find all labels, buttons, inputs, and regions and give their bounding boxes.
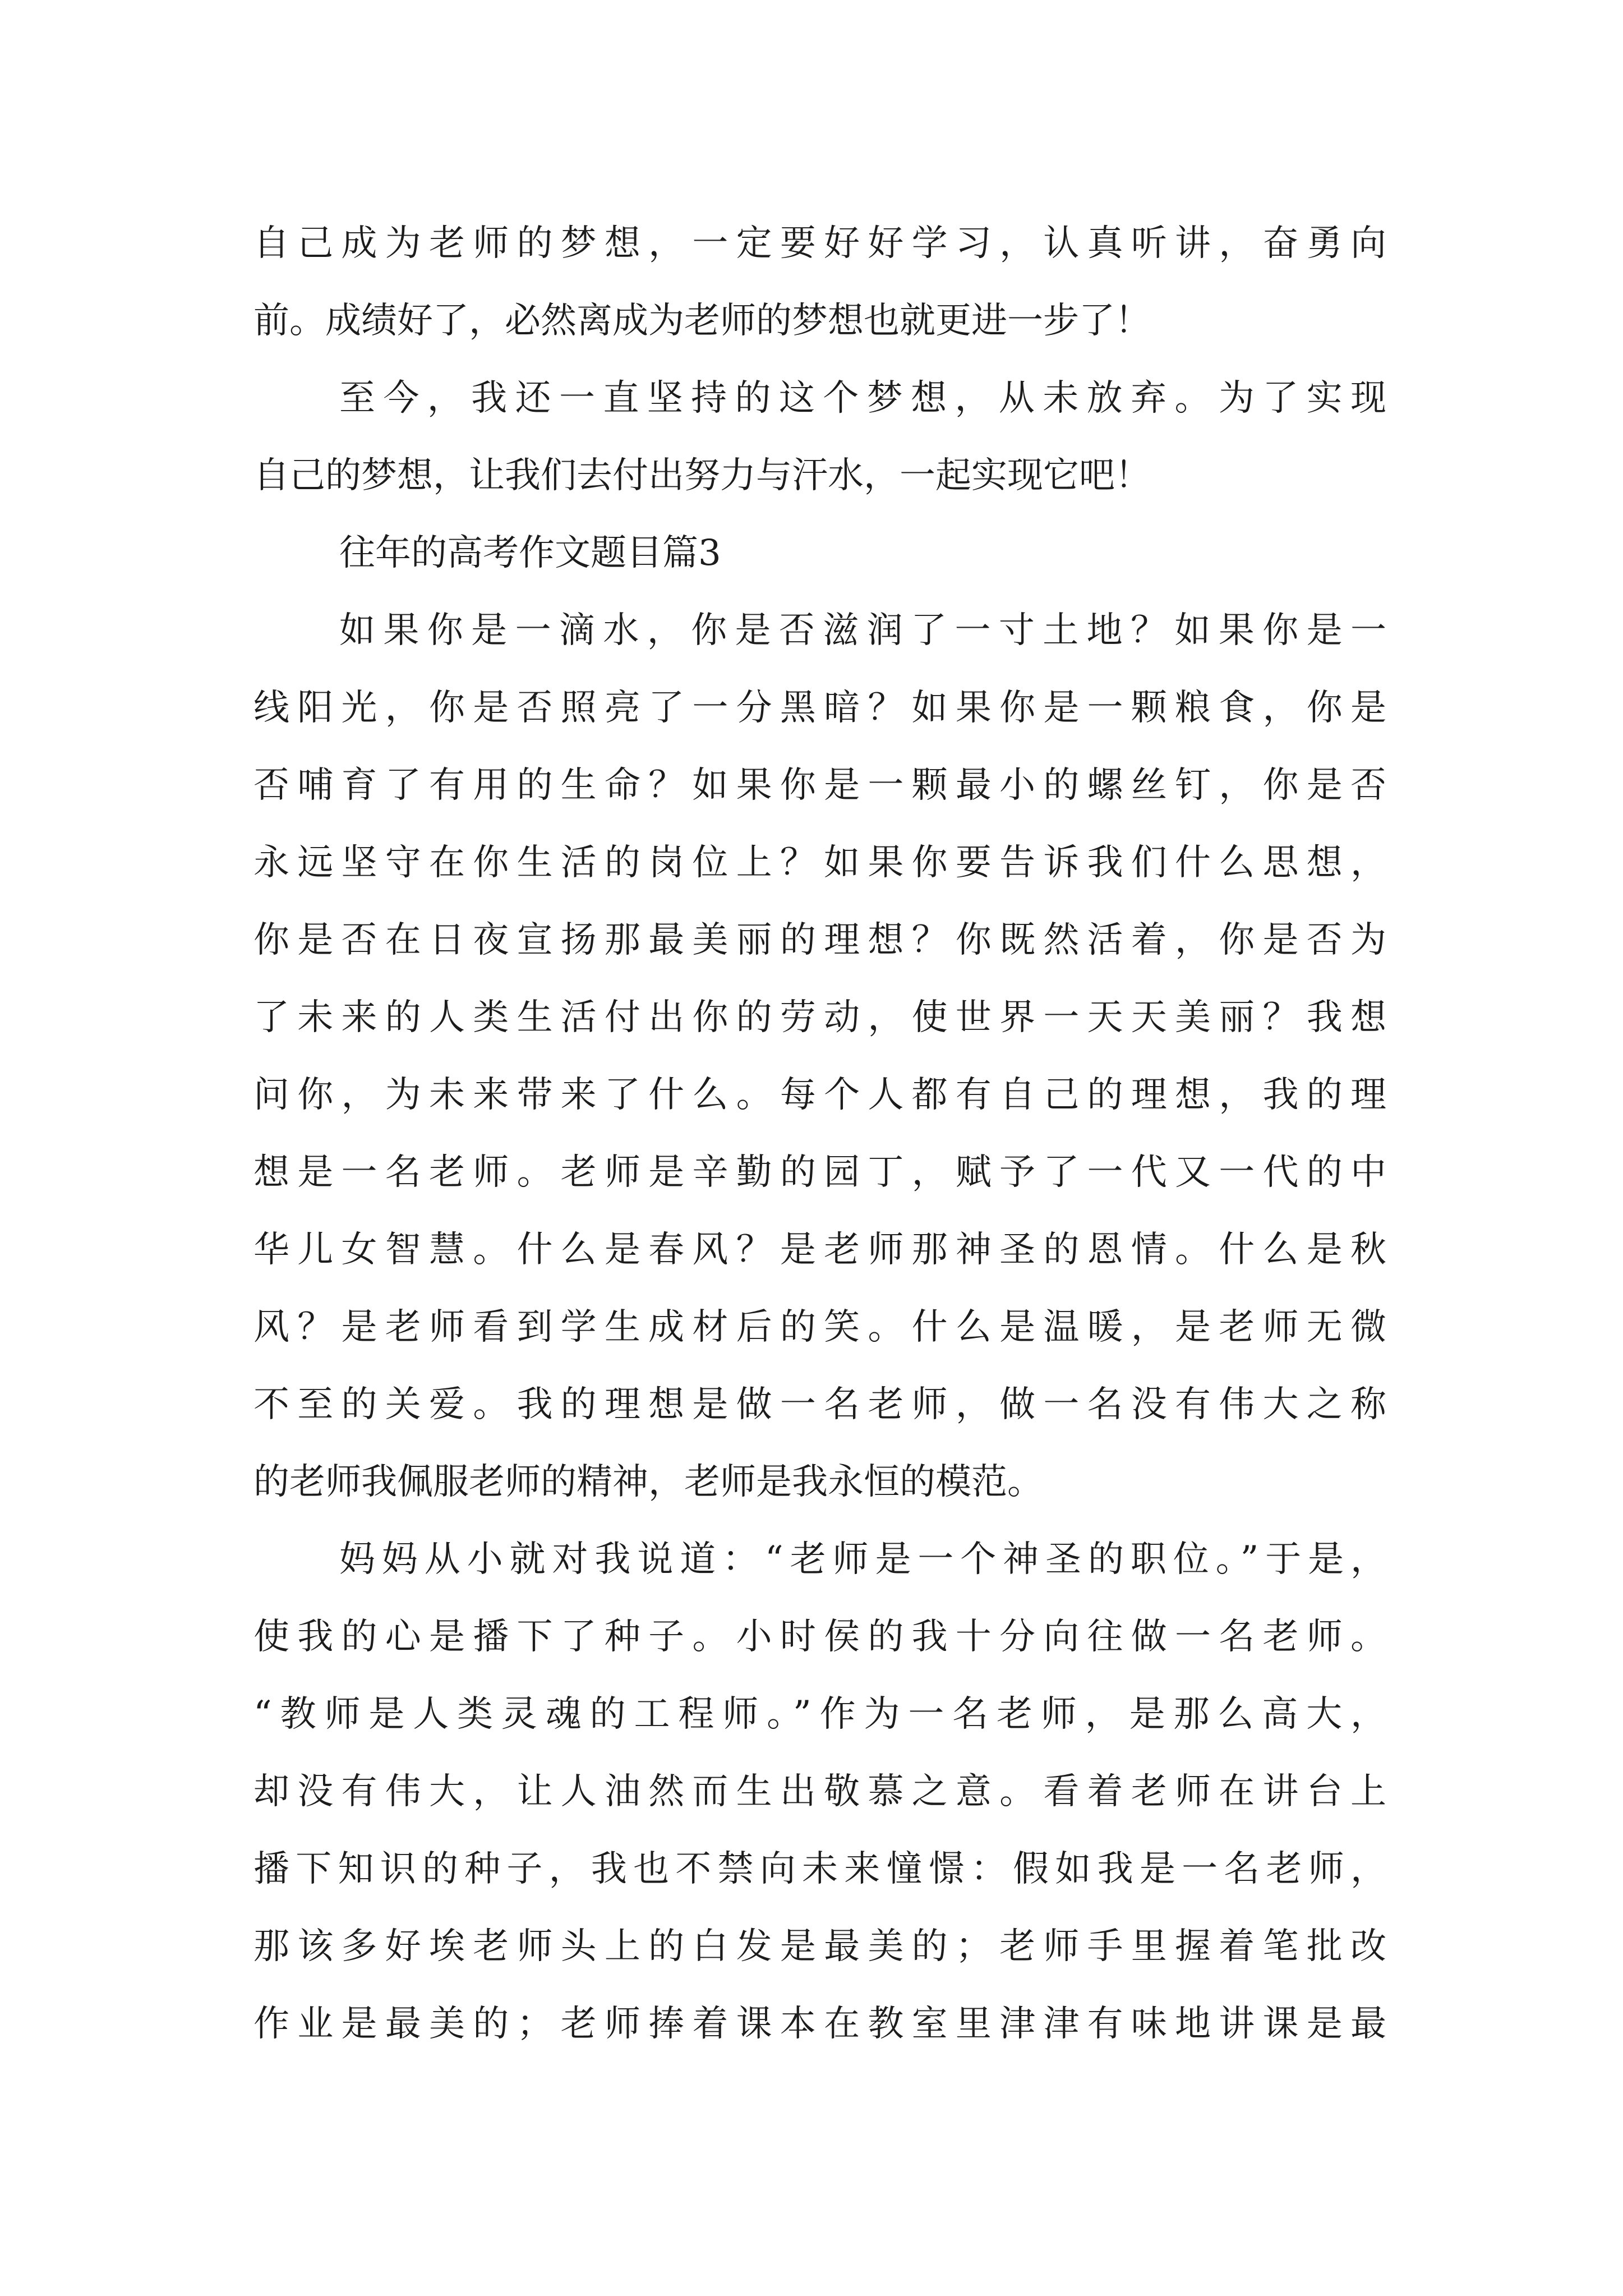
paragraph-continued — [253, 205, 1386, 360]
text-line: 如果你是一滴水，你是否滋润了一寸土地？如果你是一 — [339, 610, 1386, 651]
text-line: 自己的梦想，让我们去付出努力与汗水，一起实现它吧！ — [253, 455, 1151, 496]
text-line: 的老师我佩服老师的精神，老师是我永恒的模范。 — [253, 1461, 1043, 1503]
text-line: 你是否在日夜宣扬那最美丽的理想？你既然活着，你是否为 — [253, 919, 1386, 961]
text-line: 风？是老师看到学生成材后的笑。什么是温暖，是老师无微 — [253, 1306, 1386, 1348]
text-line: 了未来的人类生活付出你的劳动，使世界一天天美丽？我想 — [253, 997, 1386, 1038]
text-line: 自己成为老师的梦想，一定要好好学习，认真听讲，奋勇向 — [253, 223, 1386, 264]
text-line: 播下知识的种子，我也不禁向未来憧憬：假如我是一名老师， — [253, 1848, 1386, 1890]
text-line: 华儿女智慧。什么是春风？是老师那神圣的恩情。什么是秋 — [253, 1229, 1386, 1271]
text-line: 线阳光，你是否照亮了一分黑暗？如果你是一颗粮食，你是 — [253, 687, 1386, 729]
text-line: 永远坚守在你生活的岗位上？如果你要告诉我们什么思想， — [253, 842, 1386, 884]
text-line: 却没有伟大，让人油然而生出敬慕之意。看着老师在讲台上 — [253, 1771, 1386, 1812]
document-page — [253, 205, 1386, 2063]
text-line: 那该多好埃老师头上的白发是最美的；老师手里握着笔批改 — [253, 1926, 1386, 1967]
text-line: 不至的关爱。我的理想是做一名老师，做一名没有伟大之称 — [253, 1384, 1386, 1425]
text-line: “教师是人类灵魂的工程师。”作为一名老师，是那么高大， — [253, 1694, 1386, 1735]
paragraph — [253, 592, 1386, 1521]
text-line: 前。成绩好了，必然离成为老师的梦想也就更进一步了！ — [253, 300, 1151, 342]
paragraph — [253, 360, 1386, 514]
text-line: 至今，我还一直坚持的这个梦想，从未放弃。为了实现 — [339, 378, 1386, 419]
text-line: 作业是最美的；老师捧着课本在教室里津津有味地讲课是最 — [253, 2003, 1386, 2045]
paragraph — [253, 1521, 1386, 2063]
section-heading: 往年的高考作文题目篇3 — [339, 532, 721, 574]
text-line: 使我的心是播下了种子。小时侯的我十分向往做一名老师。 — [253, 1616, 1386, 1658]
text-line: 想是一名老师。老师是辛勤的园丁，赋予了一代又一代的中 — [253, 1152, 1386, 1193]
text-line: 否哺育了有用的生命？如果你是一颗最小的螺丝钉，你是否 — [253, 765, 1386, 806]
text-line: 问你，为未来带来了什么。每个人都有自己的理想，我的理 — [253, 1074, 1386, 1116]
text-line: 妈妈从小就对我说道：“老师是一个神圣的职位。”于是， — [339, 1539, 1386, 1580]
